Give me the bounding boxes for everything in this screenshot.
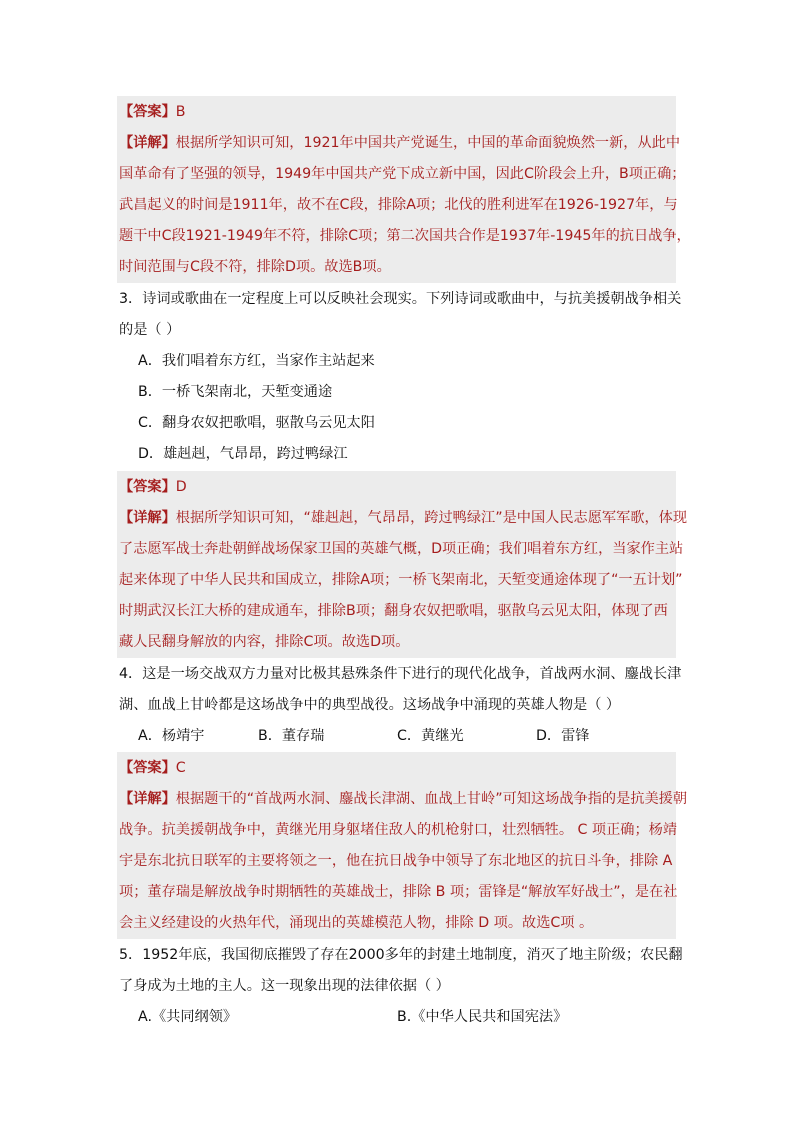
- question-3-option-a: A．我们唱着东方红，当家作主站起来: [138, 353, 375, 369]
- detail-line: 【详解】根据题干的“首战两水洞、鏖战长津湖、血战上甘岭”可知这场战争指的是抗美援朝: [119, 791, 688, 807]
- answer-value: D: [175, 479, 187, 495]
- question-4-stem: 4．这是一场交战双方力量对比极其悬殊条件下进行的现代化战争，首战两水洞、鏖战长津: [119, 666, 682, 682]
- detail-line: 了志愿军战士奔赴朝鲜战场保家卫国的英雄气概，D项正确；我们唱着东方红，当家作主站: [119, 541, 684, 557]
- answer-tag: 【答案】: [119, 760, 176, 776]
- answer-value: B: [175, 104, 186, 120]
- detail-tag: 【详解】: [119, 135, 176, 151]
- detail-line: 宇是东北抗日联军的主要将领之一，他在抗日战争中领导了东北地区的抗日斗争，排除 A: [119, 853, 673, 869]
- detail-line: 项；董存瑞是解放战争时期牺牲的英雄战士，排除 B 项；雷锋是“解放军好战士”，是在社: [119, 884, 678, 900]
- question-5-stem: 5．1952年底，我国彻底摧毁了存在2000多年的封建土地制度，消灭了地主阶级；农民翻: [119, 947, 683, 963]
- detail-line: 国革命有了坚强的领导，1949年中国共产党下成立新中国，因此C阶段会上升，B项正确；: [119, 166, 686, 182]
- detail-tag: 【详解】: [119, 791, 176, 807]
- detail-line: 会主义经建设的火热年代，涌现出的英雄模范人物，排除 D 项。故选C项 。: [119, 915, 594, 931]
- detail-line: 题干中C段1921-1949年不符，排除C项；第二次国共合作是1937年-1945年的抗日战争，: [119, 228, 691, 244]
- question-5-option-b: B.《中华人民共和国宪法》: [397, 1009, 568, 1025]
- question-3-option-d: D．雄赳赳，气昂昂，跨过鸭绿江: [138, 446, 348, 462]
- detail-tag: 【详解】: [119, 510, 176, 526]
- detail-line: 【详解】根据所学知识可知，1921年中国共产党诞生，中国的革命面貌焕然一新，从此中: [119, 135, 681, 151]
- question-4-option-a: A．杨靖宇: [138, 728, 205, 744]
- detail-line: 战争。抗美援朝战争中，黄继光用身躯堵住敌人的机枪射口，壮烈牺牲。 C 项正确；杨靖: [119, 822, 678, 838]
- question-3-stem: 3．诗词或歌曲在一定程度上可以反映社会现实。下列诗词或歌曲中，与抗美援朝战争相关: [119, 291, 682, 307]
- detail-line: 武昌起义的时间是1911年，故不在C段，排除A项；北伐的胜利进军在1926-1927年，与: [119, 197, 678, 213]
- answer-value: C: [175, 760, 186, 776]
- question-4-stem: 湖、血战上甘岭都是这场战争中的典型战役。这场战争中涌现的英雄人物是（ ）: [119, 697, 621, 713]
- question-5-option-a: A.《共同纲领》: [138, 1009, 238, 1025]
- detail-line: 时间范围与C段不符，排除D项。故选B项。: [119, 259, 391, 275]
- question-4-option-c: C．黄继光: [397, 728, 464, 744]
- answer-tag: 【答案】: [119, 104, 176, 120]
- detail-line: 起来体现了中华人民共和国成立，排除A项；一桥飞架南北，天堑变通途体现了“一五计划”: [119, 572, 683, 588]
- answer-line-3: [119, 753, 186, 784]
- detail-line: 时期武汉长江大桥的建成通车，排除B项；翻身农奴把歌唱，驱散乌云见太阳，体现了西: [119, 603, 668, 619]
- answer-line-1: [119, 97, 186, 128]
- question-3-stem: 的是（ ）: [119, 322, 181, 338]
- question-5-stem: 了身成为土地的主人。这一现象出现的法律依据（ ）: [119, 978, 450, 994]
- question-4-option-b: B．董存瑞: [258, 728, 325, 744]
- detail-line: 藏人民翻身解放的内容，排除C项。故选D项。: [119, 634, 410, 650]
- question-3-option-b: B．一桥飞架南北，天堑变通途: [138, 384, 333, 400]
- answer-tag: 【答案】: [119, 479, 176, 495]
- answer-line-2: [119, 472, 187, 503]
- question-4-option-d: D．雷锋: [536, 728, 590, 744]
- detail-line: 【详解】根据所学知识可知，“雄赳赳，气昂昂，跨过鸭绿江”是中国人民志愿军军歌，体现: [119, 510, 688, 526]
- question-3-option-c: C．翻身农奴把歌唱，驱散乌云见太阳: [138, 415, 375, 431]
